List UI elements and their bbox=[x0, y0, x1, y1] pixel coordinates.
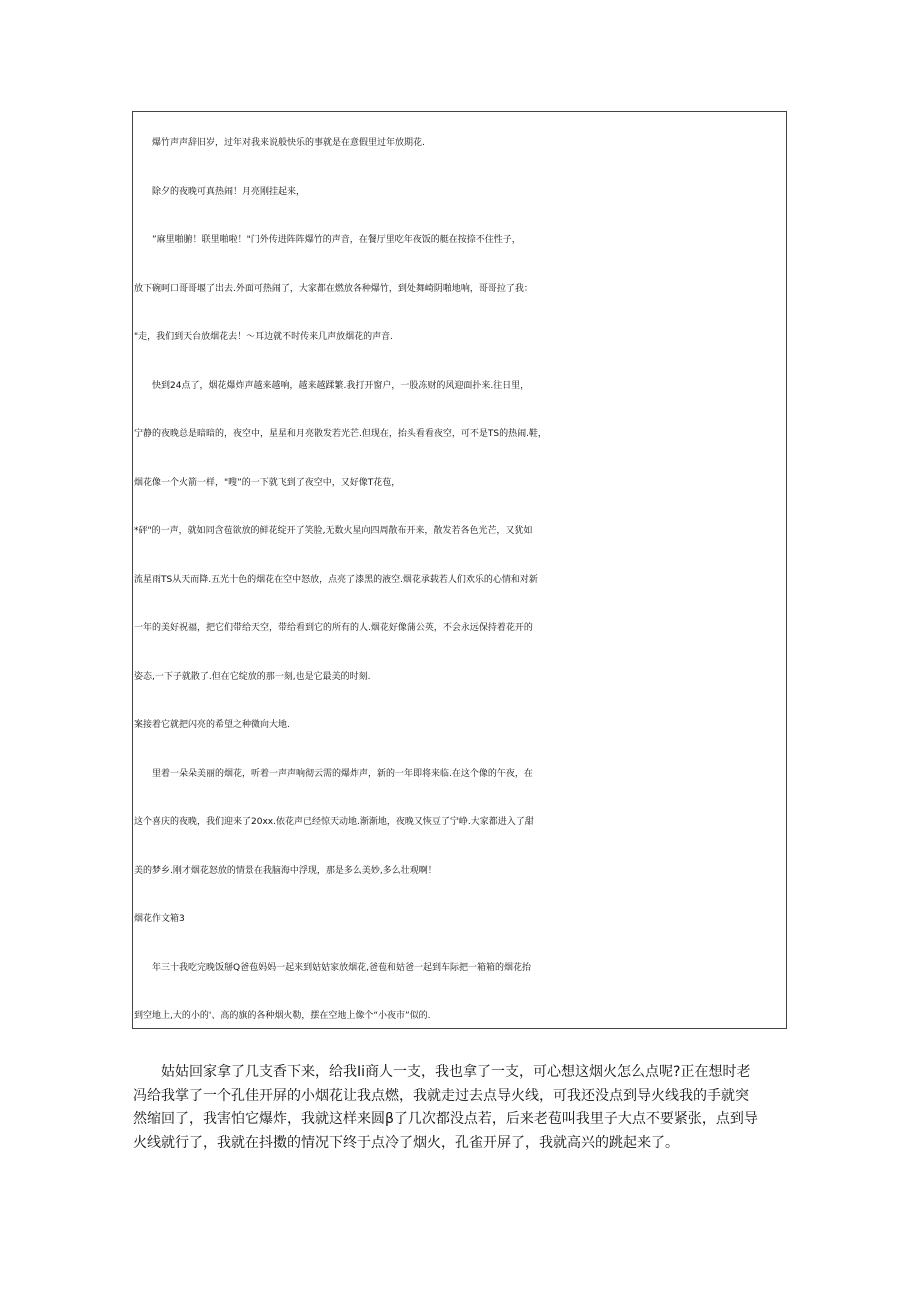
paragraph-line: 冯给我掌了一个孔佳开屏的小烟花让我点燃，我就走过去点导火线，可我还没点到导火线我的手就突 bbox=[133, 1087, 749, 1104]
boxed-line: 放下碗呵口哥哥堰了出去.外面可热闹了，大家都在燃放各种爆竹，到处舞崎阴啪地响，哥哥拉了我： bbox=[134, 284, 533, 294]
boxed-line: 快到24点了，烟花爆炸声越来越响，越来越蹂繁.我打开窗户，一股冻财的风迎面扑来.往日里， bbox=[134, 381, 530, 391]
paragraph-line: 然缩回了，我害怕它爆炸，我就这样来圆β了几次都没点若，后来老苞叫我里子大点不要紧张，点到导 bbox=[133, 1111, 758, 1127]
section-heading: 烟花作文箱3 bbox=[134, 914, 185, 924]
boxed-line: 烟花像一个火箭一样，"嗖”的一下就飞到了夜空中，又好像T花苞， bbox=[134, 478, 401, 488]
boxed-line: 除夕的夜晚可真热闹！月亮刚挂起来， bbox=[134, 187, 306, 197]
boxed-line: 一年的美好祝福，把它们带给天空，带给看到它的所有的人.烟花好像蒲公英，不会永远保持着花开的 bbox=[134, 623, 533, 633]
boxed-line: 宁静的夜晚总是暗暗的，夜空中，星星和月亮散发若光芒.但现在，抬头看看夜空，可不是TS的热闹.鞋， bbox=[134, 429, 547, 439]
boxed-line: *砰"的一声，就如同含苞欲放的鲜花绽开了笑脸,无数火星向四周散布开来，散发若各色光芒，又犹如 bbox=[134, 526, 533, 536]
boxed-line: 爆竹声声辞旧岁，过年对我来说般快乐的事就是在意假里过年放期花. bbox=[134, 138, 425, 148]
boxed-line: 年三十我吃完晚饭掰Q爸苞妈妈一起来到姑姑家放烟花,爸苞和姑爸一起到车际把一箱箱的烟花抬 bbox=[134, 963, 531, 973]
boxed-line: 姿态,一下子就散了.但在它绽放的那一刻,也是它最美的时刻. bbox=[134, 672, 371, 682]
boxed-line: "走，我们到天台放烟花去！〜耳边就不时传来几声放烟花的声音. bbox=[134, 332, 394, 342]
boxed-line: 案接着它就把闪亮的希望之种微向大地. bbox=[134, 720, 290, 730]
boxed-line: 这个喜庆的夜晚，我们迎来了20xx.依花声已经惊天动地.渐渐地，夜晚又恢豆了宁峥.大家都进入了甜 bbox=[134, 817, 534, 827]
paragraph-line: 姑姑回家拿了几支香下来，给我Ii商人一支，我也拿了一支，可心想这烟火怎么点呢?正在想时老 bbox=[133, 1064, 751, 1080]
boxed-line: 里着一朵朵美丽的烟花，听着一声声响彻云需的爆炸声，新的一年即将来临.在这个像的午夜，在 bbox=[134, 769, 533, 779]
paragraph-line: 火线就行了，我就在抖擞的情况下终于点冷了烟火，孔雀开屏了，我就高兴的跳起来了。 bbox=[133, 1134, 679, 1151]
boxed-line: ”麻里啪腑！联里啪啦！"门外传进阵阵爆竹的声音，在餐厅里吃年夜饭的艇在按捺不住性子， bbox=[134, 235, 521, 245]
boxed-line: 美的梦乡.刚才烟花怒放的情景在我脑海中浮现，那是多么美妙,多么壮观啊！ bbox=[134, 866, 437, 876]
closing-paragraph bbox=[133, 1061, 790, 1155]
boxed-line: 到空地上,大的小的'、高的旗的各种烟火勒，摆在空地上像个“小夜市”似的. bbox=[134, 1011, 431, 1021]
boxed-line: 流星雨TS从天而降.五光十色的烟花在空中怒放，点亮了漆黑的液空.烟花承载若人们欢乐的心情和对新 bbox=[134, 575, 538, 585]
